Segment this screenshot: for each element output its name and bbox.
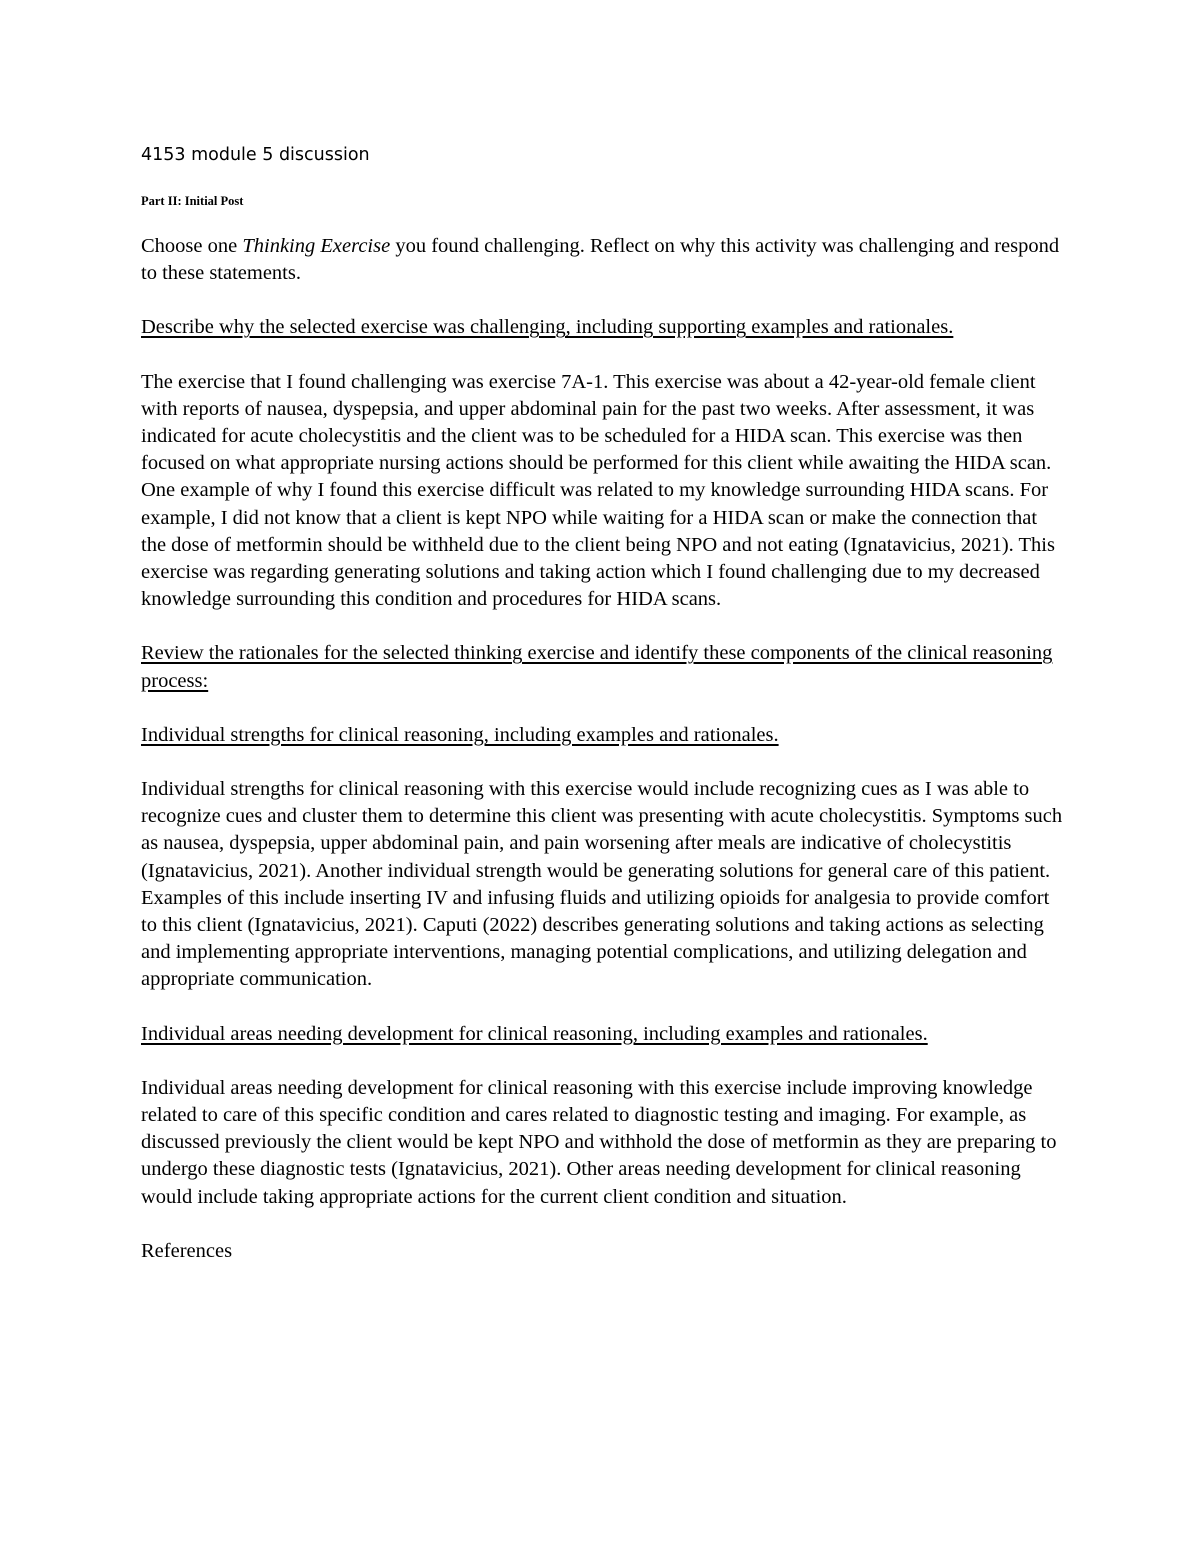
intro-italic-term: Thinking Exercise [242, 235, 391, 257]
answer-challenge: The exercise that I found challenging was exercise 7A-1. This exercise was about a 42-year-old female client with reports of nausea, dyspepsia, and upper abdominal pain for the past two weeks. After assessment, it was indicated for acute cholecystitis and the client was to be scheduled for a HIDA scan. This exercise was then focused on what appropriate nursing actions should be performed for this client while awaiting the HIDA scan. One example of why I found this exercise difficult was related to my knowledge surrounding HIDA scans. For example, I did not know that a client is kept NPO while waiting for a HIDA scan or make the connection that the dose of metformin should be withheld due to the client being NPO and not eating (Ignatavicius, 2021). This exercise was regarding generating solutions and taking action which I found challenging due to my decreased knowledge surrounding this condition and procedures for HIDA scans. [141, 370, 1055, 611]
answer-development: Individual areas needing development for clinical reasoning with this exercise include improving knowledge related to care of this specific condition and cares related to diagnostic testing and imaging. For example, as discussed previously the client would be kept NPO and withhold the dose of metformin as they are preparing to undergo these diagnostic tests (Ignatavicius, 2021). Other areas needing development for clinical reasoning would include taking appropriate actions for the current client condition and situation. [141, 1076, 1057, 1208]
intro-paragraph [141, 233, 1066, 287]
prompt-review-rationales: Review the rationales for the selected thinking exercise and identify these components of the clinical reasoning process: [141, 642, 1053, 692]
intro-text-end: you found challenging. Reflect on why this activity was challenging and respond to these statements. [141, 235, 1060, 285]
prompt-strengths: Individual strengths for clinical reasoning, including examples and rationales. [141, 723, 779, 746]
document-body [141, 143, 1066, 1292]
answer-strengths: Individual strengths for clinical reasoning with this exercise would include recognizing cues as I was able to recognize cues and cluster them to determine this client was presenting with acute cholecystitis. Symptoms such as nausea, dyspepsia, upper abdominal pain, and pain worsening after meals are indicative of cholecystitis (Ignatavicius, 2021). Another individual strength would be generating solutions for general care of this patient. Examples of this include inserting IV and infusing fluids and utilizing opioids for analgesia to provide comfort to this client (Ignatavicius, 2021). Caputi (2022) describes generating solutions and taking actions as selecting and implementing appropriate interventions, managing potential complications, and utilizing delegation and appropriate communication. [141, 778, 1063, 991]
part-heading: Part II: Initial Post [141, 194, 244, 208]
prompt-challenge: Describe why the selected exercise was challenging, including supporting examples and rationales. [141, 316, 954, 339]
references-heading: References [141, 1239, 233, 1262]
intro-text-start: Choose one [141, 235, 243, 257]
document-title: 4153 module 5 discussion [141, 145, 370, 165]
prompt-development: Individual areas needing development for clinical reasoning, including examples and rationales. [141, 1022, 928, 1045]
